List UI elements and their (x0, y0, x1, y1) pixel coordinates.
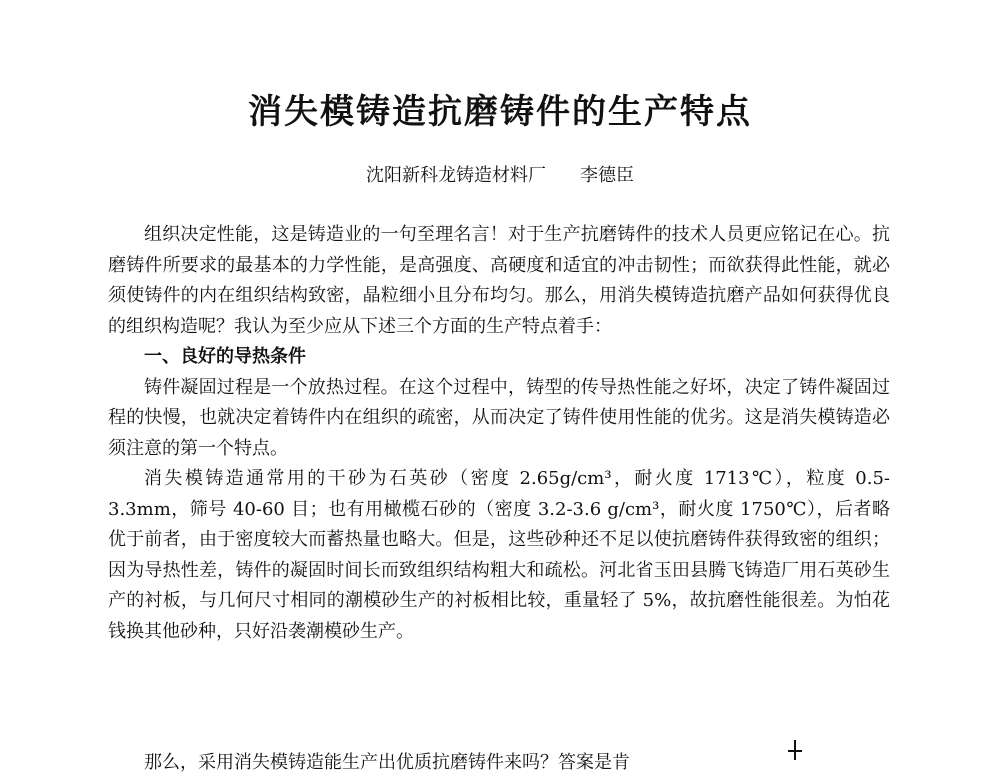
intro-paragraph: 组织决定性能，这是铸造业的一句至理名言！对于生产抗磨铸件的技术人员更应铭记在心。抗磨铸件所要求的最基本的力学性能，是高强度、高硬度和适宜的冲击韧性；而欲获得此性能，就必须使铸件的内在组织结构致密，晶粒细小且分布均匀。那么，用消失模铸造抗磨产品如何获得优良的组织构造呢？我认为至少应从下述三个方面的生产特点着手： (108, 224, 890, 337)
author-affiliation: 沈阳新科龙铸造材料厂 (366, 165, 546, 186)
body-paragraph-partial: 那么，采用消失模铸造能生产出优质抗磨铸件来吗？答案是肯 (144, 752, 630, 773)
body-paragraph: 铸件凝固过程是一个放热过程。在这个过程中，铸型的传导热性能之好坏，决定了铸件凝固过程的快慢，也就决定着铸件内在组织的疏密，从而决定了铸件使用性能的优劣。这是消失模铸造必须注意的第一个特点。 (108, 376, 890, 459)
author-name: 李德臣 (580, 165, 634, 186)
paper-body (108, 220, 890, 647)
author-line (0, 162, 1000, 190)
cut-off-line (0, 744, 1000, 773)
section-heading: 一、良好的导热条件 (144, 346, 306, 367)
body-paragraph: 消失模铸造通常用的干砂为石英砂（密度 2.65g/cm³，耐火度 1713℃），粒度 0.5-3.3mm，筛号 40-60 目；也有用橄榄石砂的（密度 3.2-3.6 g/cm³，耐火度 1750℃），后者略优于前者，由于密度较大而蓄热量也略大。但是，这些砂种还不足以使抗磨铸件获得致密的组织；因为导热性差，铸件的凝固时间长而致组织结构粗大和疏松。河北省玉田县腾飞铸造厂用石英砂生产的衬板，与几何尺寸相同的潮模砂生产的衬板相比较，重量轻了 5%，故抗磨性能很差。为怕花钱换其他砂种，只好沿袭潮模砂生产。 (108, 468, 890, 642)
paper-title: 消失模铸造抗磨铸件的生产特点 (248, 92, 752, 132)
crop-mark-icon (788, 740, 802, 760)
